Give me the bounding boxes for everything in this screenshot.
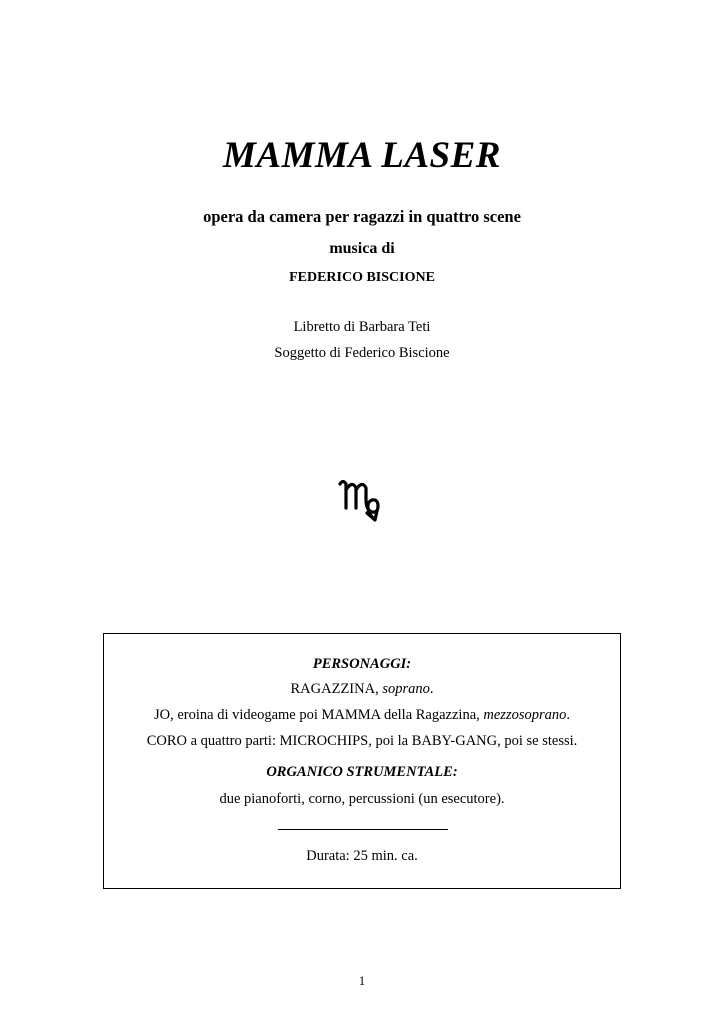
instruments-heading: ORGANICO STRUMENTALE: (266, 764, 458, 780)
virgo-zodiac-icon (330, 466, 394, 530)
choir-description: CORO a quattro parti: MICROCHIPS, poi la BABY-GANG, poi se stessi. (146, 733, 578, 749)
character-ragazzina (104, 681, 620, 698)
character-jo (104, 707, 620, 724)
jo-name: JO, eroina di videogame poi MAMMA della Ragazzina, (153, 707, 484, 723)
duration-text: Durata: 25 min. ca. (306, 848, 418, 864)
instruments-list: due pianoforti, corno, percussioni (un esecutore). (219, 791, 505, 807)
jo-voice: mezzosoprano (483, 707, 567, 723)
cast-info-box (103, 633, 621, 889)
separator-rule (278, 829, 448, 830)
page-number: 1 (358, 974, 366, 988)
subject-credit: Soggetto di Federico Biscione (274, 345, 450, 361)
ragazzina-end: . (429, 681, 434, 697)
libretto-credit: Libretto di Barbara Teti (293, 319, 431, 335)
characters-heading: PERSONAGGI: (312, 656, 412, 672)
ragazzina-voice: soprano (382, 681, 430, 697)
opera-subtitle: opera da camera per ragazzi in quattro scene (203, 207, 521, 226)
music-by-label: musica di (329, 240, 395, 257)
ragazzina-name: RAGAZZINA, (290, 681, 383, 697)
opera-title: MAMMA LASER (223, 135, 501, 176)
composer-name: FEDERICO BISCIONE (289, 270, 435, 285)
jo-end: . (566, 707, 570, 723)
